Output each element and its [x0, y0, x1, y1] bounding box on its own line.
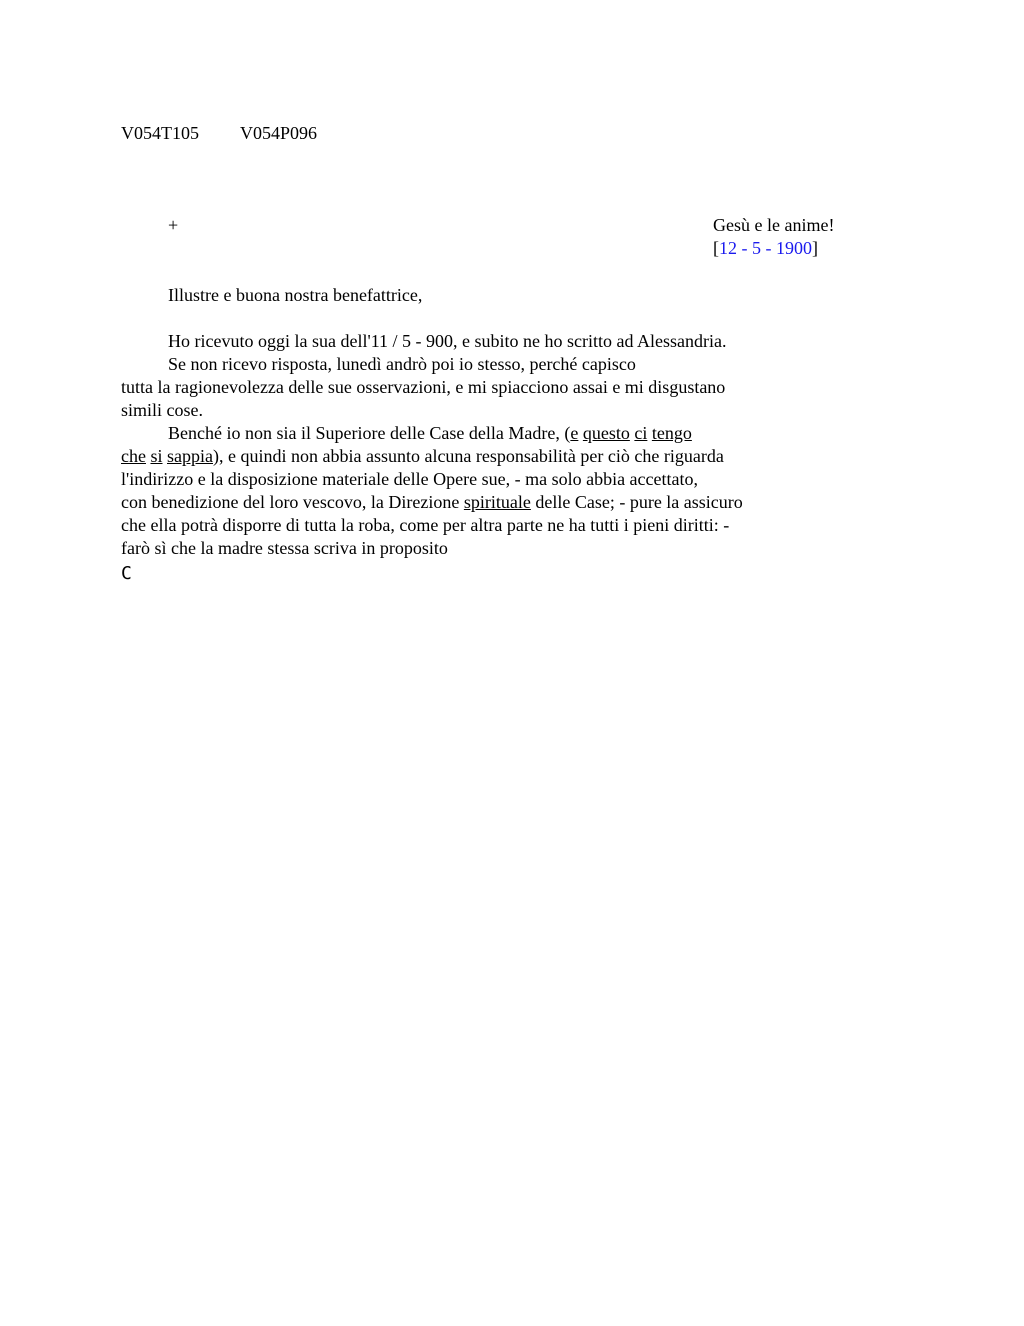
body-line: tutta la ragionevolezza delle sue osservazioni, e mi spiacciono assai e mi disgustano — [121, 377, 726, 397]
underlined-word: sappia — [167, 446, 213, 466]
body-line — [121, 445, 841, 468]
document-reference-p: V054P096 — [240, 123, 318, 143]
letter-date — [713, 237, 818, 260]
underlined-word: questo — [582, 423, 630, 443]
document-reference-t: V054T105 — [121, 123, 199, 143]
continuation-marker: C — [121, 563, 132, 584]
body-line: che ella potrà disporre di tutta la roba, come per altra parte ne ha tutti i pieni diritti: - — [121, 515, 730, 535]
date-bracket-open: [ — [713, 238, 719, 258]
date-value: 12 - 5 - 1900 — [719, 238, 812, 258]
body-text: Benché io non sia il Superiore delle Case della Madre, ( — [168, 423, 571, 443]
body-line: simili cose. — [121, 400, 203, 420]
letter-body — [121, 330, 841, 560]
underlined-word: si — [150, 446, 163, 466]
underlined-word: tengo — [651, 423, 692, 443]
salutation: Illustre e buona nostra benefattrice, — [168, 285, 423, 305]
underlined-word: spirituale — [463, 492, 531, 512]
body-line — [121, 491, 841, 514]
underlined-word: ci — [634, 423, 648, 443]
underlined-word: e — [570, 423, 579, 443]
body-text: con benedizione del loro vescovo, la Direzione — [121, 492, 464, 512]
body-line: Se non ricevo risposta, lunedì andrò poi io stesso, perché capisco — [168, 354, 636, 374]
body-text: delle Case; - pure la assicuro — [530, 492, 743, 512]
body-line: farò sì che la madre stessa scriva in proposito — [121, 538, 448, 558]
body-line — [121, 422, 841, 445]
body-line: l'indirizzo e la disposizione materiale delle Opere sue, - ma solo abbia accettato, — [121, 469, 699, 489]
cross-mark: + — [168, 215, 179, 235]
date-bracket-close: ] — [812, 238, 818, 258]
letter-motto: Gesù e le anime! — [713, 215, 835, 235]
body-text: ), e quindi non abbia assunto alcuna responsabilità per ciò che riguarda — [212, 446, 724, 466]
underlined-word: che — [121, 446, 146, 466]
body-line: Ho ricevuto oggi la sua dell'11 / 5 - 900, e subito ne ho scritto ad Alessandria. — [168, 331, 727, 351]
